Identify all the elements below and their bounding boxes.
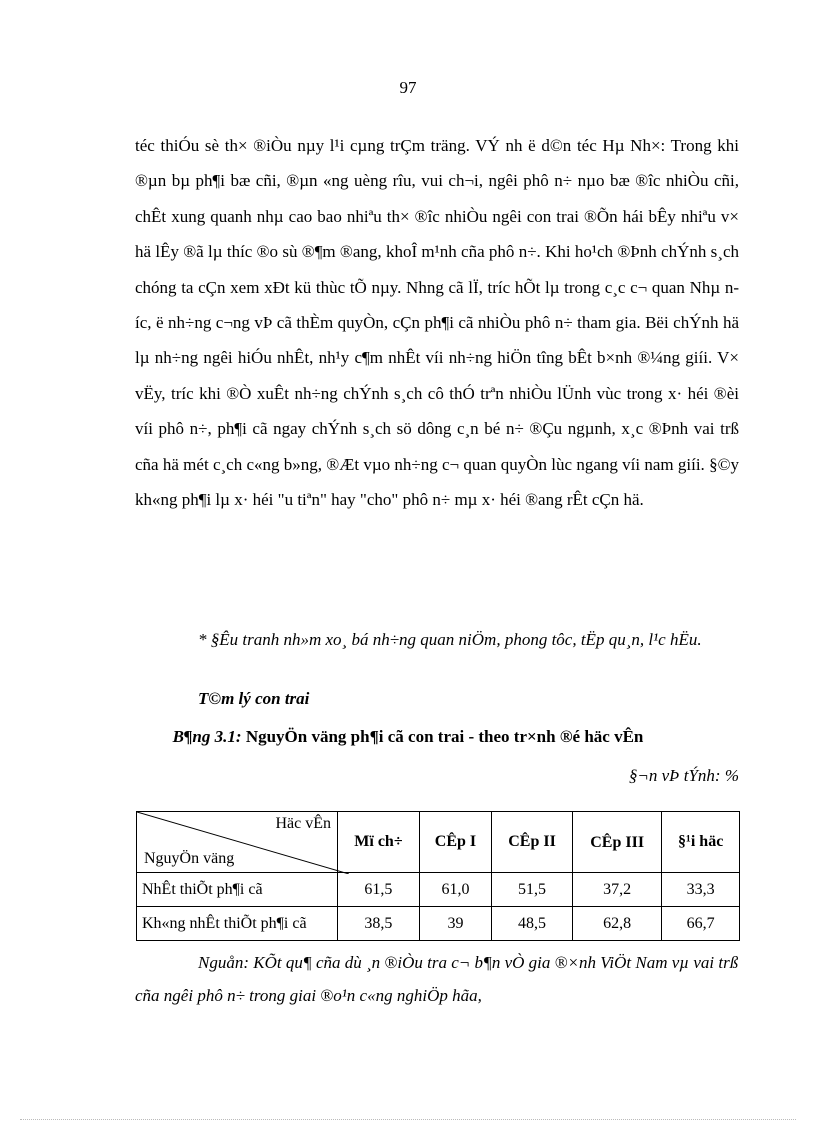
body-paragraph: téc thiÓu sè th× ®iÒu nµy l¹i cµng trÇm träng. VÝ nh ë d©n téc Hµ Nh×: Trong khi ®µn bµ ph¶i bæ cñi, ®µn «ng uèng rîu, vui ch¬i, ngêi phô n÷ nµo bæ ®îc nhiÒu cñi, chÊt xung quanh nhµ cao bao nhiªu th× ®îc nhiÒu ngêi con trai ®Õn hái bÊy nhiªu v× hä lÊy ®ã lµ thíc ®o sù ®¶m ®ang, khoÎ m¹nh cña phô n÷. Khi ho¹ch ®Þnh chÝnh s¸ch chóng ta cÇn xem xÐt kü thùc tÕ nµy. Nhng cã lÏ, tríc hÕt lµ trong c¸c c¬ quan Nhµ níc, ë nh÷ng c¬ng vÞ cã thÈm quyÒn, cÇn ph¶i cã nhiÒu phô n÷ tham gia. Bëi chÝnh hä lµ nh÷ng ngêi hiÓu nhÊt, nh¹y c¶m nhÊt víi nh÷ng hiÖn tîng bÊt b×nh ®¼ng giíi. V× vËy, tríc khi ®Ò xuÊt nh÷ng chÝnh s¸ch cô thÓ trªn nhiÒu lÜnh vùc trong x· héi ®èi víi phô n÷, ph¶i cã ngay chÝnh s¸ch sö dông c¸n bé n÷ ®Çu ngµnh, x¸c ®Þnh vai trß cña hä mét c¸ch c«ng b»ng, ®Æt vµo nh÷ng c¬ quan quyÒn lùc ngang víi nam giíi. §©y kh«ng ph¶i lµ x· héi "u tiªn" hay "cho" phô n÷ mµ x· héi ®ang rÊt cÇn hä. xyxy=(135,136,739,510)
column-header: CÊp II xyxy=(492,812,573,873)
table-caption-label: B¶ng 3.1: xyxy=(172,727,242,746)
row-label: NhÊt thiÕt ph¶i cã xyxy=(137,873,338,907)
page-number: 97 xyxy=(399,78,417,97)
corner-bottom-label: NguyÖn väng xyxy=(144,850,235,867)
table-cell: 66,7 xyxy=(662,907,740,941)
column-header: CÊp I xyxy=(419,812,491,873)
column-header: Mï ch÷ xyxy=(338,812,420,873)
row-label: Kh«ng nhÊt thiÕt ph¶i cã xyxy=(137,907,338,941)
source-note xyxy=(135,946,739,1012)
data-table xyxy=(136,811,740,941)
table-cell: 37,2 xyxy=(572,873,661,907)
unit-label: §¬n vÞ tÝnh: % xyxy=(628,766,739,785)
table-caption xyxy=(0,727,816,747)
table-cell: 33,3 xyxy=(662,873,740,907)
table-header-row xyxy=(137,812,740,873)
column-header: CÊp III xyxy=(572,812,661,873)
corner-header-cell xyxy=(137,812,338,873)
table-cell: 51,5 xyxy=(492,873,573,907)
column-header: §¹i häc xyxy=(662,812,740,873)
table-cell: 38,5 xyxy=(338,907,420,941)
table-row xyxy=(137,873,740,907)
table-cell: 62,8 xyxy=(572,907,661,941)
table-cell: 48,5 xyxy=(492,907,573,941)
footer-divider xyxy=(20,1119,796,1120)
section-title: T©m lý con trai xyxy=(198,689,310,708)
table-cell: 61,0 xyxy=(419,873,491,907)
note-paragraph xyxy=(135,624,739,655)
table-cell: 39 xyxy=(419,907,491,941)
corner-top-label: Häc vÊn xyxy=(275,815,331,832)
source-text: Nguån: KÕt qu¶ cña dù ¸n ®iÒu tra c¬ b¶n vÒ gia ®×nh ViÖt Nam vµ vai trß cña ngêi phô n÷ trong giai ®o¹n c«ng nghiÖp hãa, xyxy=(135,953,739,1005)
table-row xyxy=(137,907,740,941)
table-caption-text: NguyÖn väng ph¶i cã con trai - theo tr×nh ®é häc vÊn xyxy=(241,727,644,746)
note-text: * §Êu tranh nh»m xo¸ bá nh÷ng quan niÖm, phong tôc, tËp qu¸n, l¹c hËu. xyxy=(198,630,702,649)
table-cell: 61,5 xyxy=(338,873,420,907)
